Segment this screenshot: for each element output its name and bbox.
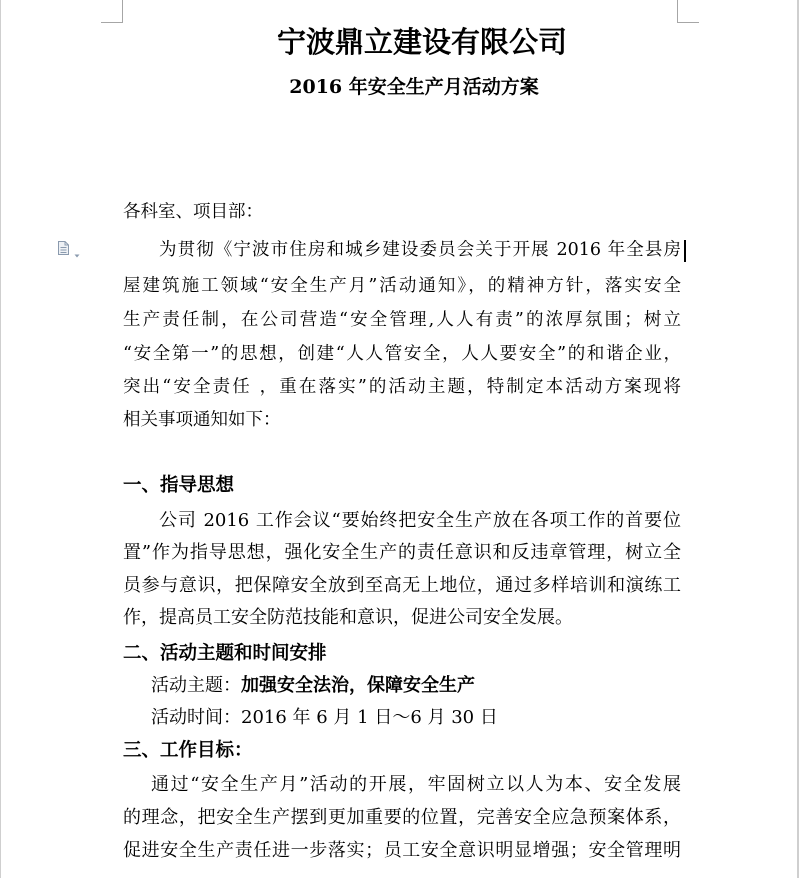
intro-line: 屋建筑施工领域“安全生产月”活动通知》，的精神方针，落实安全 [123,276,681,296]
intro-line: “安全第一”的思想，创建“人人管安全，人人要安全”的和谐企业， [123,344,681,364]
corner-mark-top-left-vertical [122,0,123,23]
section-heading-guiding-ideology: 一、指导思想 [123,475,235,496]
section1-line: 作，提高员工安全防范技能和意识，促进公司安全发展。 [123,607,573,628]
salutation: 各科室、项目部： [123,202,263,222]
section3-line: 的理念，把安全生产摆到更加重要的位置，完善安全应急预案体系， [123,807,681,828]
section-heading-work-goals: 三、工作目标： [123,740,253,761]
section3-line: 通过“安全生产月”活动的开展，牢固树立以人为本、安全发展 [151,774,681,795]
activity-theme-value: 加强安全法治，保障安全生产 [241,675,475,696]
document-title: 宁波鼎立建设有限公司 [276,25,567,59]
paragraph-layout-icon[interactable] [57,240,70,254]
corner-mark-top-right-horizontal [677,22,699,23]
section1-line: 员参与意识，把保障安全放到至高无上地位，通过多样培训和演练工 [123,575,681,596]
text-cursor [684,240,686,262]
intro-line: 相关事项通知如下： [123,410,281,430]
paragraph-layout-button[interactable] [57,240,83,254]
activity-time-line [151,703,498,733]
corner-mark-top-left-horizontal [101,22,123,23]
activity-theme-line [151,671,475,701]
intro-line: 为贯彻《宁波市住房和城乡建设委员会关于开展 2016 年全县房 [159,240,681,260]
activity-theme-label: 活动主题： [151,675,241,696]
intro-line: 生产责任制，在公司营造“安全管理,人人有责”的浓厚氛围；树立 [123,310,681,330]
corner-mark-top-right-vertical [677,0,678,23]
section1-line: 公司 2016 工作会议“要始终把安全生产放在各项工作的首要位 [159,510,681,531]
dropdown-arrow-icon[interactable] [74,244,80,250]
activity-time-label: 活动时间： [151,707,241,728]
section-heading-theme-schedule: 二、活动主题和时间安排 [123,643,327,664]
activity-time-value: 2016 年 6 月 1 日～6 月 30 日 [241,707,498,728]
section3-line: 促进安全生产责任进一步落实；员工安全意识明显增强；安全管理明 [123,840,681,861]
document-subtitle: 2016 年安全生产月活动方案 [289,76,539,98]
section1-line: 置”作为指导思想，强化安全生产的责任意识和反违章管理，树立全 [123,542,681,563]
intro-line: 突出“安全责任 ，重在落实”的活动主题，特制定本活动方案现将 [123,377,681,397]
